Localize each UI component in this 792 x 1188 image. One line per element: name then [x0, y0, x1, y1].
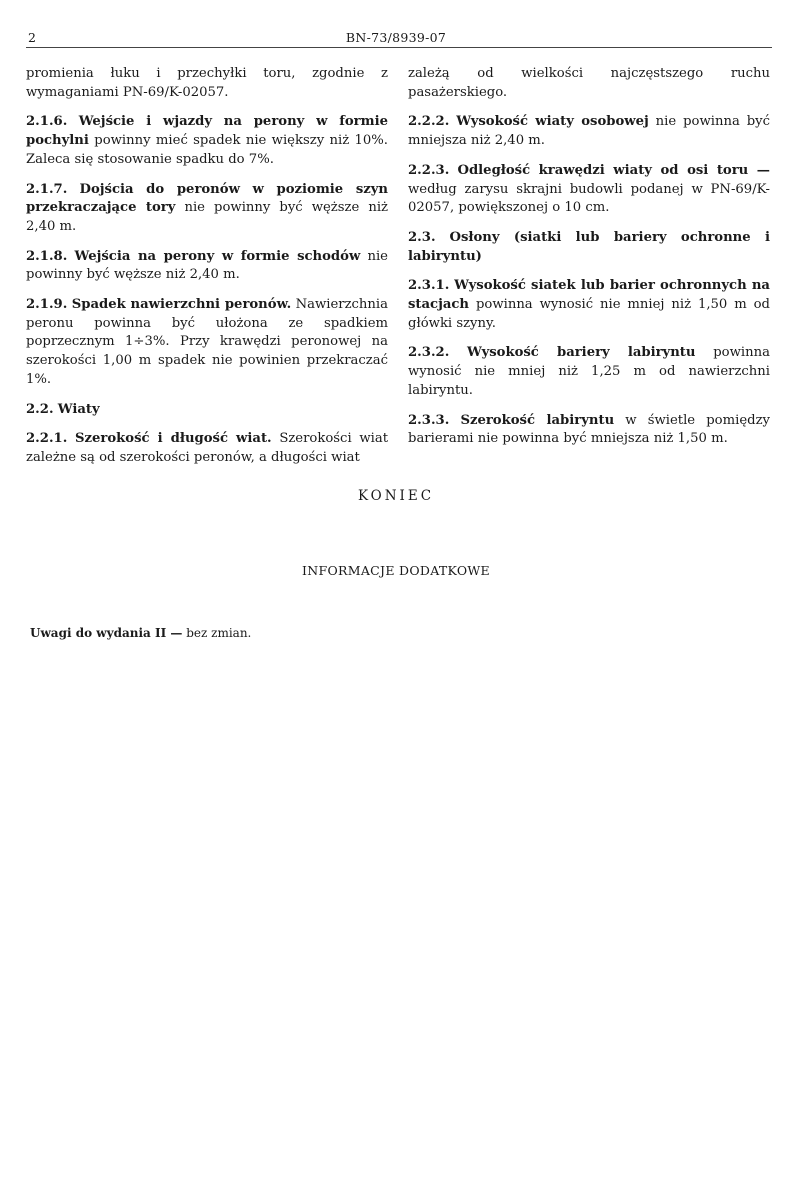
paragraph-text: powinna wynosić nie mniej niż 1,50 m od główki szyny. — [408, 297, 770, 331]
section-heading: Wejście i wjazdy na perony w formie pochylni — [26, 114, 388, 149]
end-mark: KONIEC — [357, 488, 435, 504]
additional-info-title: INFORMACJE DODATKOWE — [302, 563, 490, 578]
paragraph-text: powinna wynosić nie mniej niż 1,25 m od nawierzchni labiryntu. — [408, 345, 770, 398]
paragraph-text: nie powinny być węższe niż 2,40 m. — [26, 248, 388, 283]
section-number: 2.3. — [408, 229, 436, 245]
paragraph — [408, 65, 770, 102]
section-number: 2.1.6. — [26, 114, 68, 130]
section-heading: Dojścia do peronów w poziomie szyn przekraczające tory — [26, 181, 388, 216]
section-number: 2.1.7. — [26, 181, 68, 197]
page-number: 2 — [28, 30, 36, 45]
document-code: BN-73/8939-07 — [345, 30, 447, 45]
section-number: 2.3.2. — [408, 345, 450, 361]
section-2-2 — [26, 401, 388, 420]
paragraph-2-3-3 — [408, 412, 770, 449]
section-heading: Wysokość bariery labiryntu — [467, 345, 696, 361]
paragraph-2-1-6 — [26, 113, 388, 169]
edition-remarks — [30, 626, 251, 640]
paragraph-2-3-1 — [408, 277, 770, 333]
remarks-heading: Uwagi do wydania II — — [30, 626, 183, 640]
paragraph-text: promienia łuku i przechyłki toru, zgodnie z wymaganiami PN-69/K-02057. — [26, 66, 388, 100]
section-2-3 — [408, 229, 770, 266]
paragraph-text: nie powinny być węższe niż 2,40 m. — [26, 200, 388, 234]
remarks-text: bez zmian. — [186, 626, 252, 640]
section-heading: Szerokość i długość wiat. — [74, 431, 272, 447]
section-heading: Wiaty — [57, 401, 100, 417]
paragraph-2-1-9 — [26, 296, 388, 390]
paragraph-2-2-3 — [408, 162, 770, 218]
section-heading: Szerokość labiryntu — [460, 412, 615, 428]
section-number: 2.2.3. — [408, 162, 450, 178]
section-number: 2.1.9. — [26, 297, 68, 313]
section-heading: Spadek nawierzchni peronów. — [71, 297, 292, 313]
header-divider — [26, 47, 772, 48]
section-number: 2.2.2. — [408, 114, 450, 130]
section-number: 2.2.1. — [26, 431, 68, 447]
right-column — [408, 65, 770, 460]
section-number: 2.3.1. — [408, 278, 450, 294]
section-heading: Wysokość siatek lub barier ochronnych na stacjach — [408, 278, 770, 313]
section-heading: Wejścia na perony w formie schodów — [74, 248, 361, 264]
paragraph-text: powinny mieć spadek nie większy niż 10%. Zaleca się stosowanie spadku do 7%. — [26, 133, 388, 167]
section-heading: Osłony (siatki lub bariery ochronne i labiryntu) — [408, 229, 770, 264]
paragraph-2-3-2 — [408, 344, 770, 400]
paragraph-2-2-2 — [408, 113, 770, 150]
section-heading: Wysokość wiaty osobowej — [456, 114, 649, 130]
paragraph-text: Nawierzchnia peronu powinna być ułożona ze spadkiem poprzecznym 1÷3%. Przy krawędzi peronowej na szerokości 1,00 m spadek nie powinien przekraczać 1%. — [26, 297, 388, 387]
paragraph-2-1-8 — [26, 248, 388, 285]
paragraph-2-2-1 — [26, 430, 388, 467]
paragraph-text: w świetle pomiędzy barierami nie powinna być mniejsza niż 1,50 m. — [408, 412, 770, 447]
section-number: 2.1.8. — [26, 248, 68, 264]
left-column — [26, 65, 388, 479]
paragraph-text: nie powinna być mniejsza niż 2,40 m. — [408, 114, 770, 149]
section-heading: Odległość krawędzi wiaty od osi toru — — [457, 162, 770, 178]
paragraph — [26, 65, 388, 102]
paragraph-text: zależą od wielkości najczęstszego ruchu pasażerskiego. — [408, 66, 770, 100]
section-number: 2.3.3. — [408, 412, 450, 428]
paragraph-2-1-7 — [26, 181, 388, 237]
paragraph-text: Szerokości wiat zależne są od szerokości peronów, a długości wiat — [26, 431, 388, 465]
section-number: 2.2. — [26, 401, 54, 417]
paragraph-text: według zarysu skrajni budowli podanej w PN-69/K-02057, powiększonej o 10 cm. — [408, 181, 770, 216]
